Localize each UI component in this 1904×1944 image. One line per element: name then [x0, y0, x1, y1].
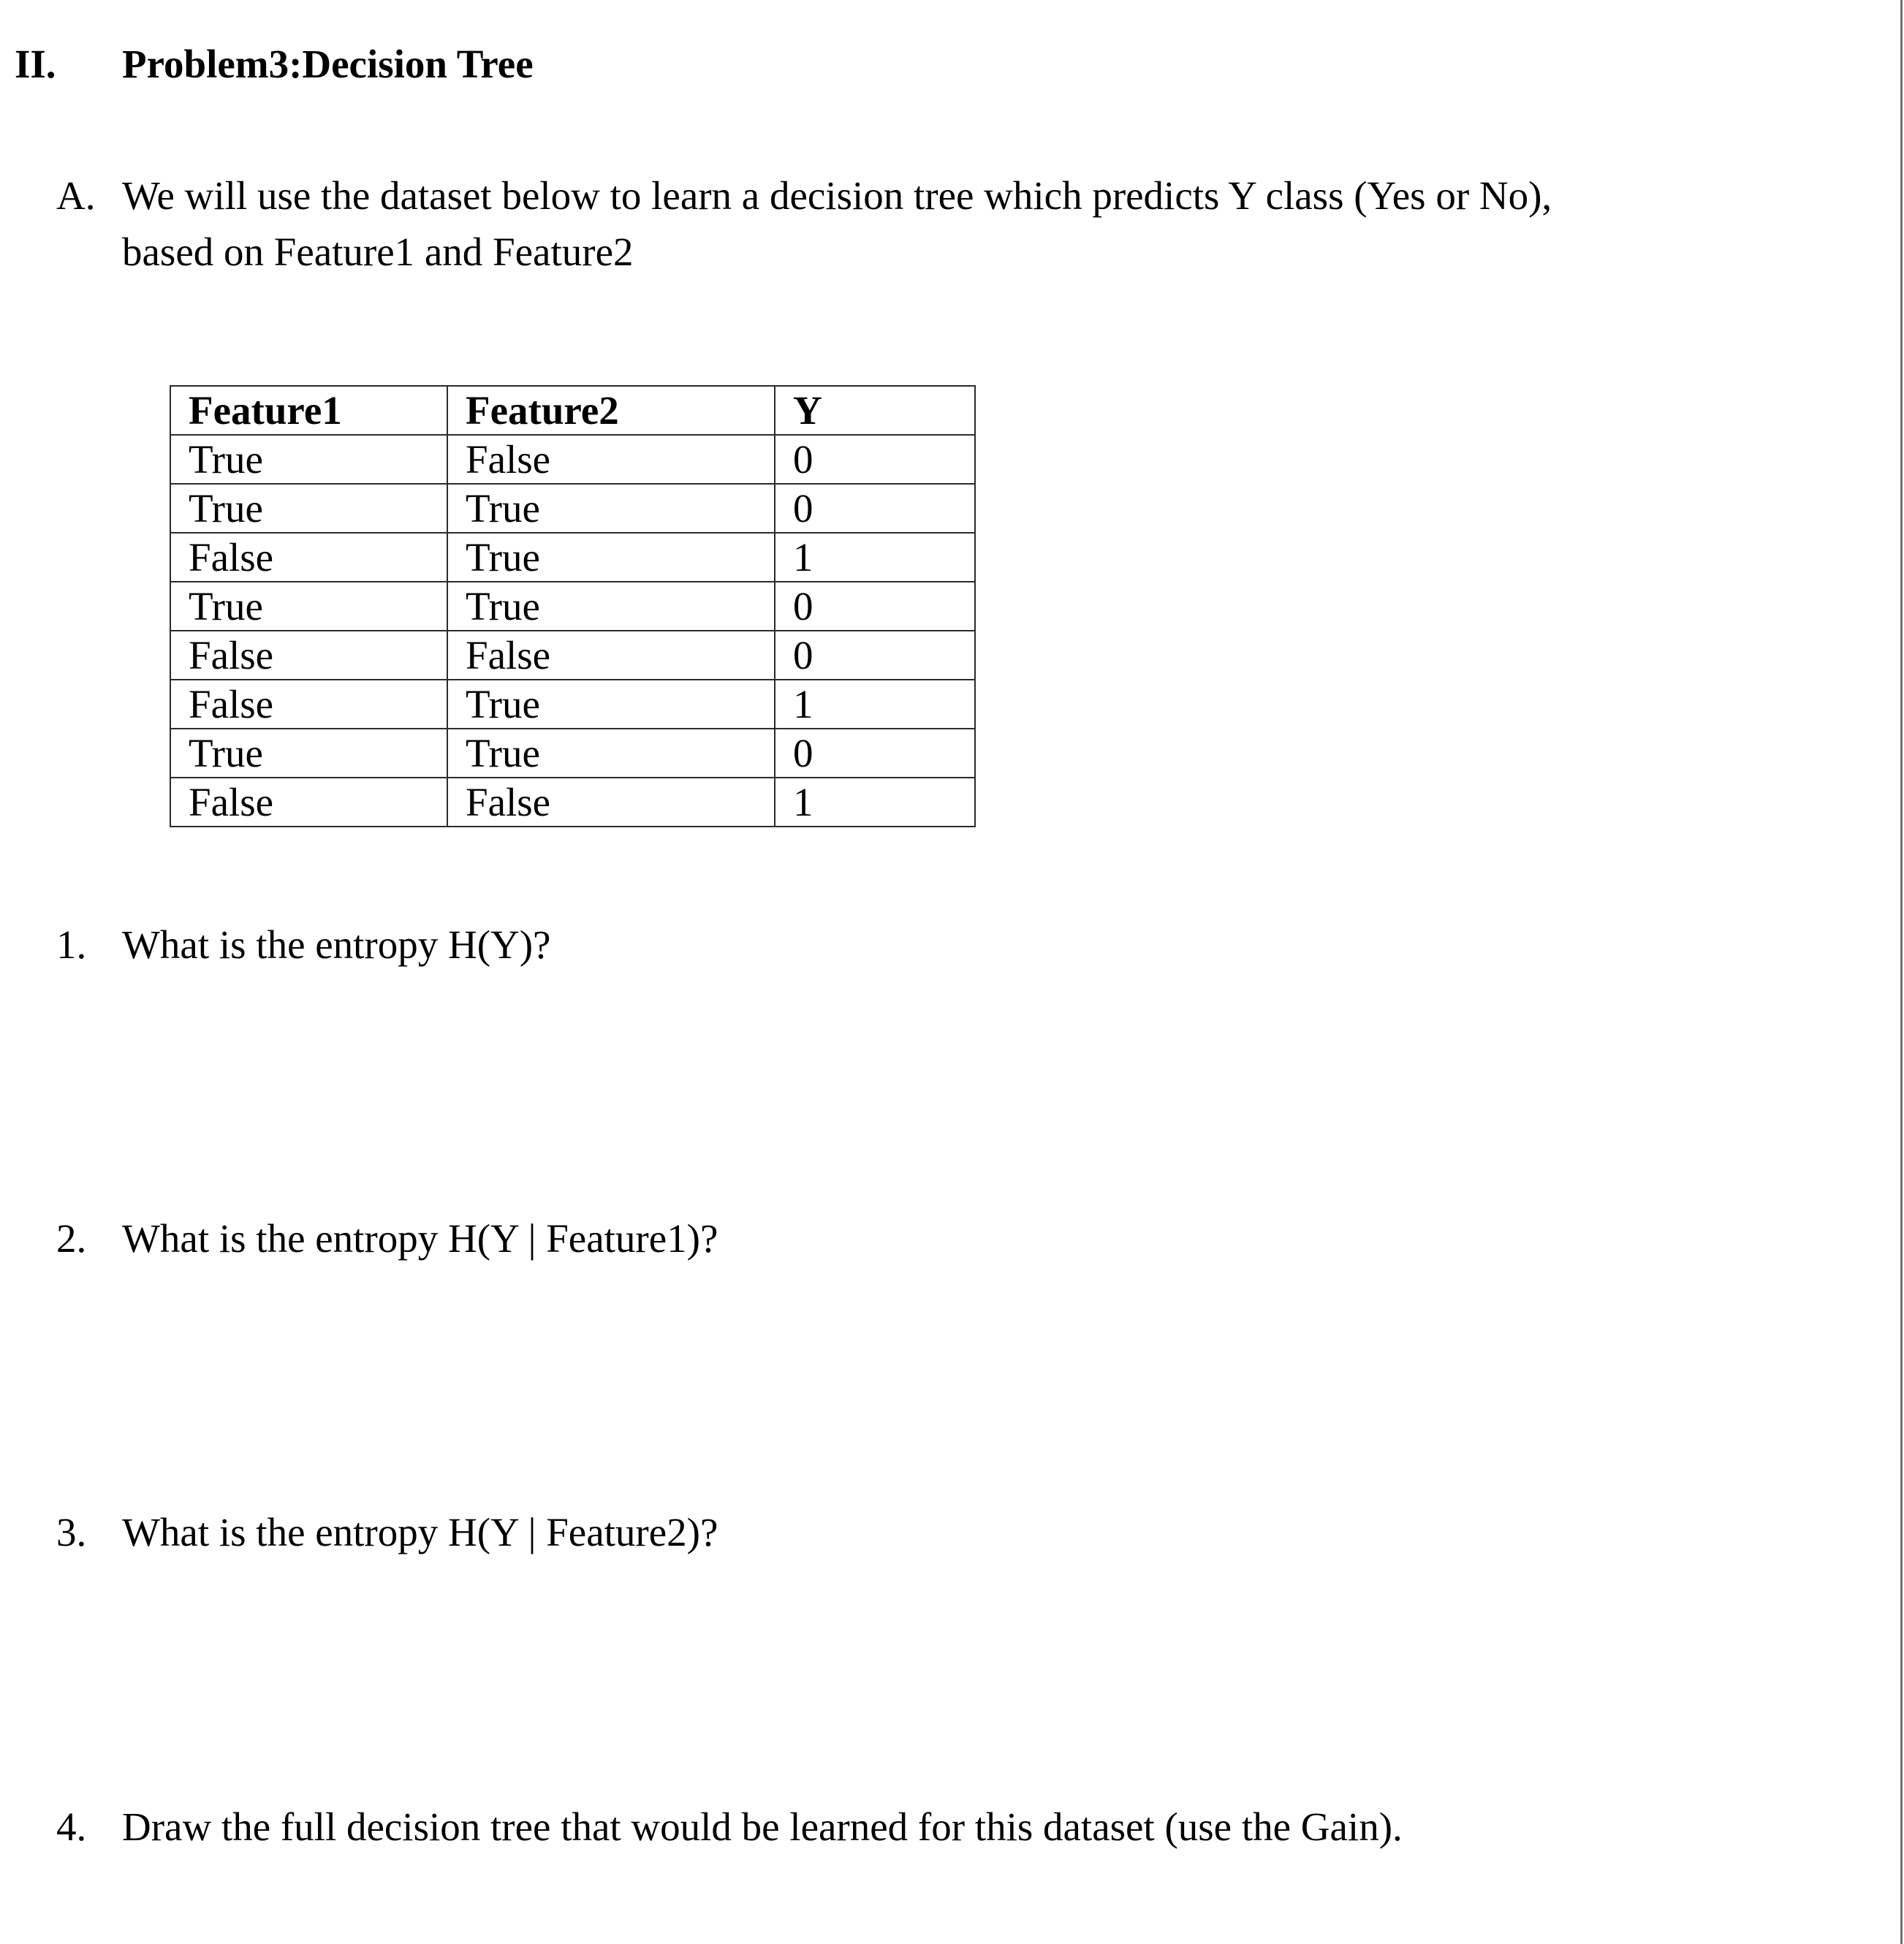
- cell-y: 1: [775, 680, 975, 729]
- cell-feature1: True: [170, 729, 447, 778]
- table-row: [170, 631, 975, 680]
- table-row: [170, 582, 975, 631]
- question-3-number: 3.: [56, 1510, 87, 1554]
- cell-feature1: False: [170, 631, 447, 680]
- question-2-number: 2.: [56, 1216, 87, 1261]
- cell-feature1: True: [170, 435, 447, 484]
- header-y: Y: [775, 386, 975, 435]
- question-1-number: 1.: [56, 922, 87, 967]
- cell-y: 0: [775, 582, 975, 631]
- cell-feature1: True: [170, 484, 447, 533]
- cell-feature1: False: [170, 778, 447, 827]
- cell-feature1: True: [170, 582, 447, 631]
- part-a-text-line1: We will use the dataset below to learn a decision tree which predicts Y class (Yes or No),: [122, 173, 1552, 218]
- cell-y: 0: [775, 484, 975, 533]
- table-row: [170, 778, 975, 827]
- header-feature2: Feature2: [447, 386, 775, 435]
- cell-y: 1: [775, 778, 975, 827]
- cell-feature1: False: [170, 680, 447, 729]
- table-row: [170, 484, 975, 533]
- table-row: [170, 435, 975, 484]
- cell-y: 1: [775, 533, 975, 582]
- cell-feature2: True: [447, 484, 775, 533]
- dataset-table: [170, 385, 976, 827]
- question-4-text: Draw the full decision tree that would be learned for this dataset (use the Gain).: [122, 1804, 1403, 1849]
- question-2-text: What is the entropy H(Y | Feature1)?: [122, 1216, 718, 1261]
- cell-feature2: False: [447, 778, 775, 827]
- table-row: [170, 533, 975, 582]
- cell-feature1: False: [170, 533, 447, 582]
- cell-feature2: True: [447, 533, 775, 582]
- cell-feature2: True: [447, 582, 775, 631]
- section-number: II.: [15, 42, 56, 86]
- question-3-text: What is the entropy H(Y | Feature2)?: [122, 1510, 718, 1554]
- cell-y: 0: [775, 435, 975, 484]
- part-a-marker: A.: [56, 173, 96, 218]
- table-row: [170, 729, 975, 778]
- cell-feature2: True: [447, 729, 775, 778]
- cell-y: 0: [775, 729, 975, 778]
- part-a-text-line2: based on Feature1 and Feature2: [122, 229, 634, 274]
- page-edge-divider: [1900, 0, 1903, 1944]
- cell-feature2: False: [447, 631, 775, 680]
- table-row: [170, 680, 975, 729]
- question-4-number: 4.: [56, 1804, 87, 1849]
- question-1-text: What is the entropy H(Y)?: [122, 922, 551, 967]
- header-feature1: Feature1: [170, 386, 447, 435]
- cell-feature2: True: [447, 680, 775, 729]
- table-header-row: [170, 386, 975, 435]
- section-title: Problem3:Decision Tree: [122, 42, 534, 86]
- cell-feature2: False: [447, 435, 775, 484]
- cell-y: 0: [775, 631, 975, 680]
